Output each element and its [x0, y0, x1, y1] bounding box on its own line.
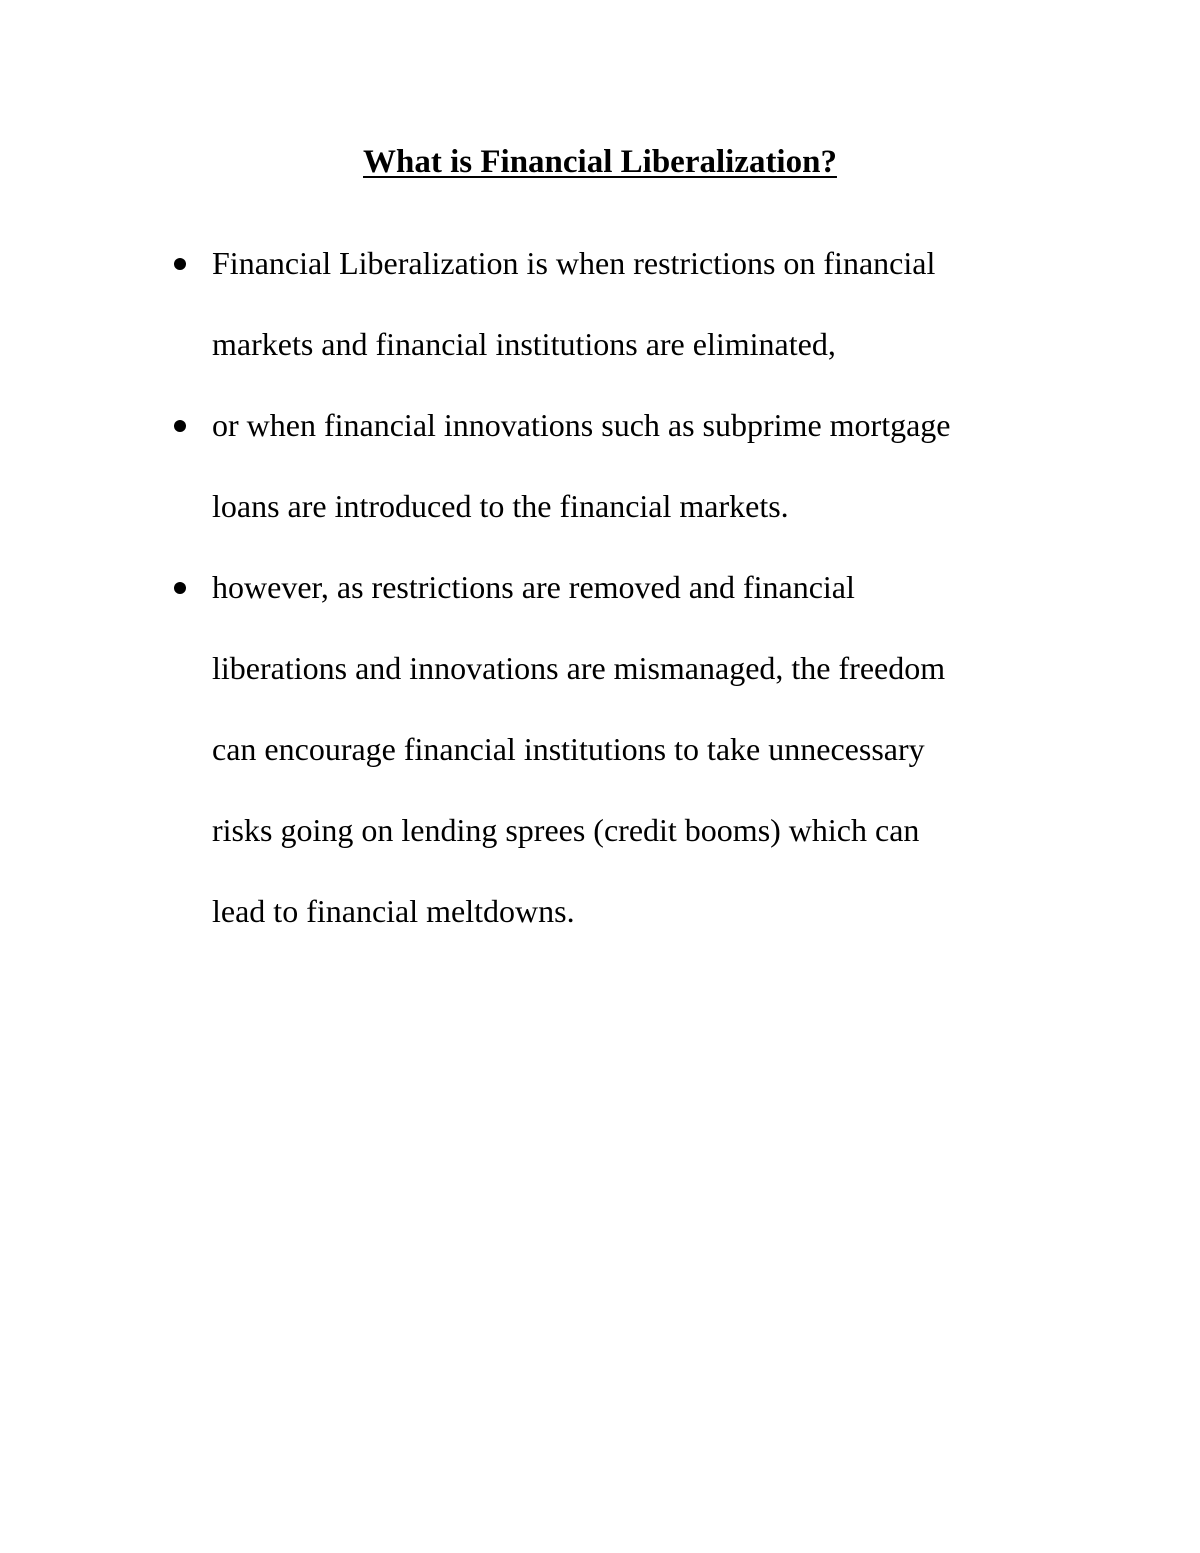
bullet-line: liberations and innovations are mismanaged, the freedom [212, 650, 946, 686]
bullet-line: markets and financial institutions are eliminated, [212, 326, 836, 362]
bullet-line: loans are introduced to the financial markets. [212, 488, 789, 524]
bullet-dot-icon [174, 420, 186, 432]
bullet-item [172, 385, 1052, 547]
bullet-dot-icon [174, 258, 186, 270]
bullet-line: however, as restrictions are removed and financial [212, 569, 855, 605]
bullet-item [172, 223, 1052, 385]
bullet-line: Financial Liberalization is when restrictions on financial [212, 245, 936, 281]
bullet-line: can encourage financial institutions to take unnecessary [212, 731, 925, 767]
bullet-item [172, 547, 1052, 952]
bullet-line: risks going on lending sprees (credit booms) which can [212, 812, 920, 848]
bullet-list [172, 223, 1052, 952]
bullet-dot-icon [174, 582, 186, 594]
bullet-line: or when financial innovations such as subprime mortgage [212, 407, 951, 443]
bullet-line: lead to financial meltdowns. [212, 893, 575, 929]
document-title: What is Financial Liberalization? [363, 144, 837, 180]
